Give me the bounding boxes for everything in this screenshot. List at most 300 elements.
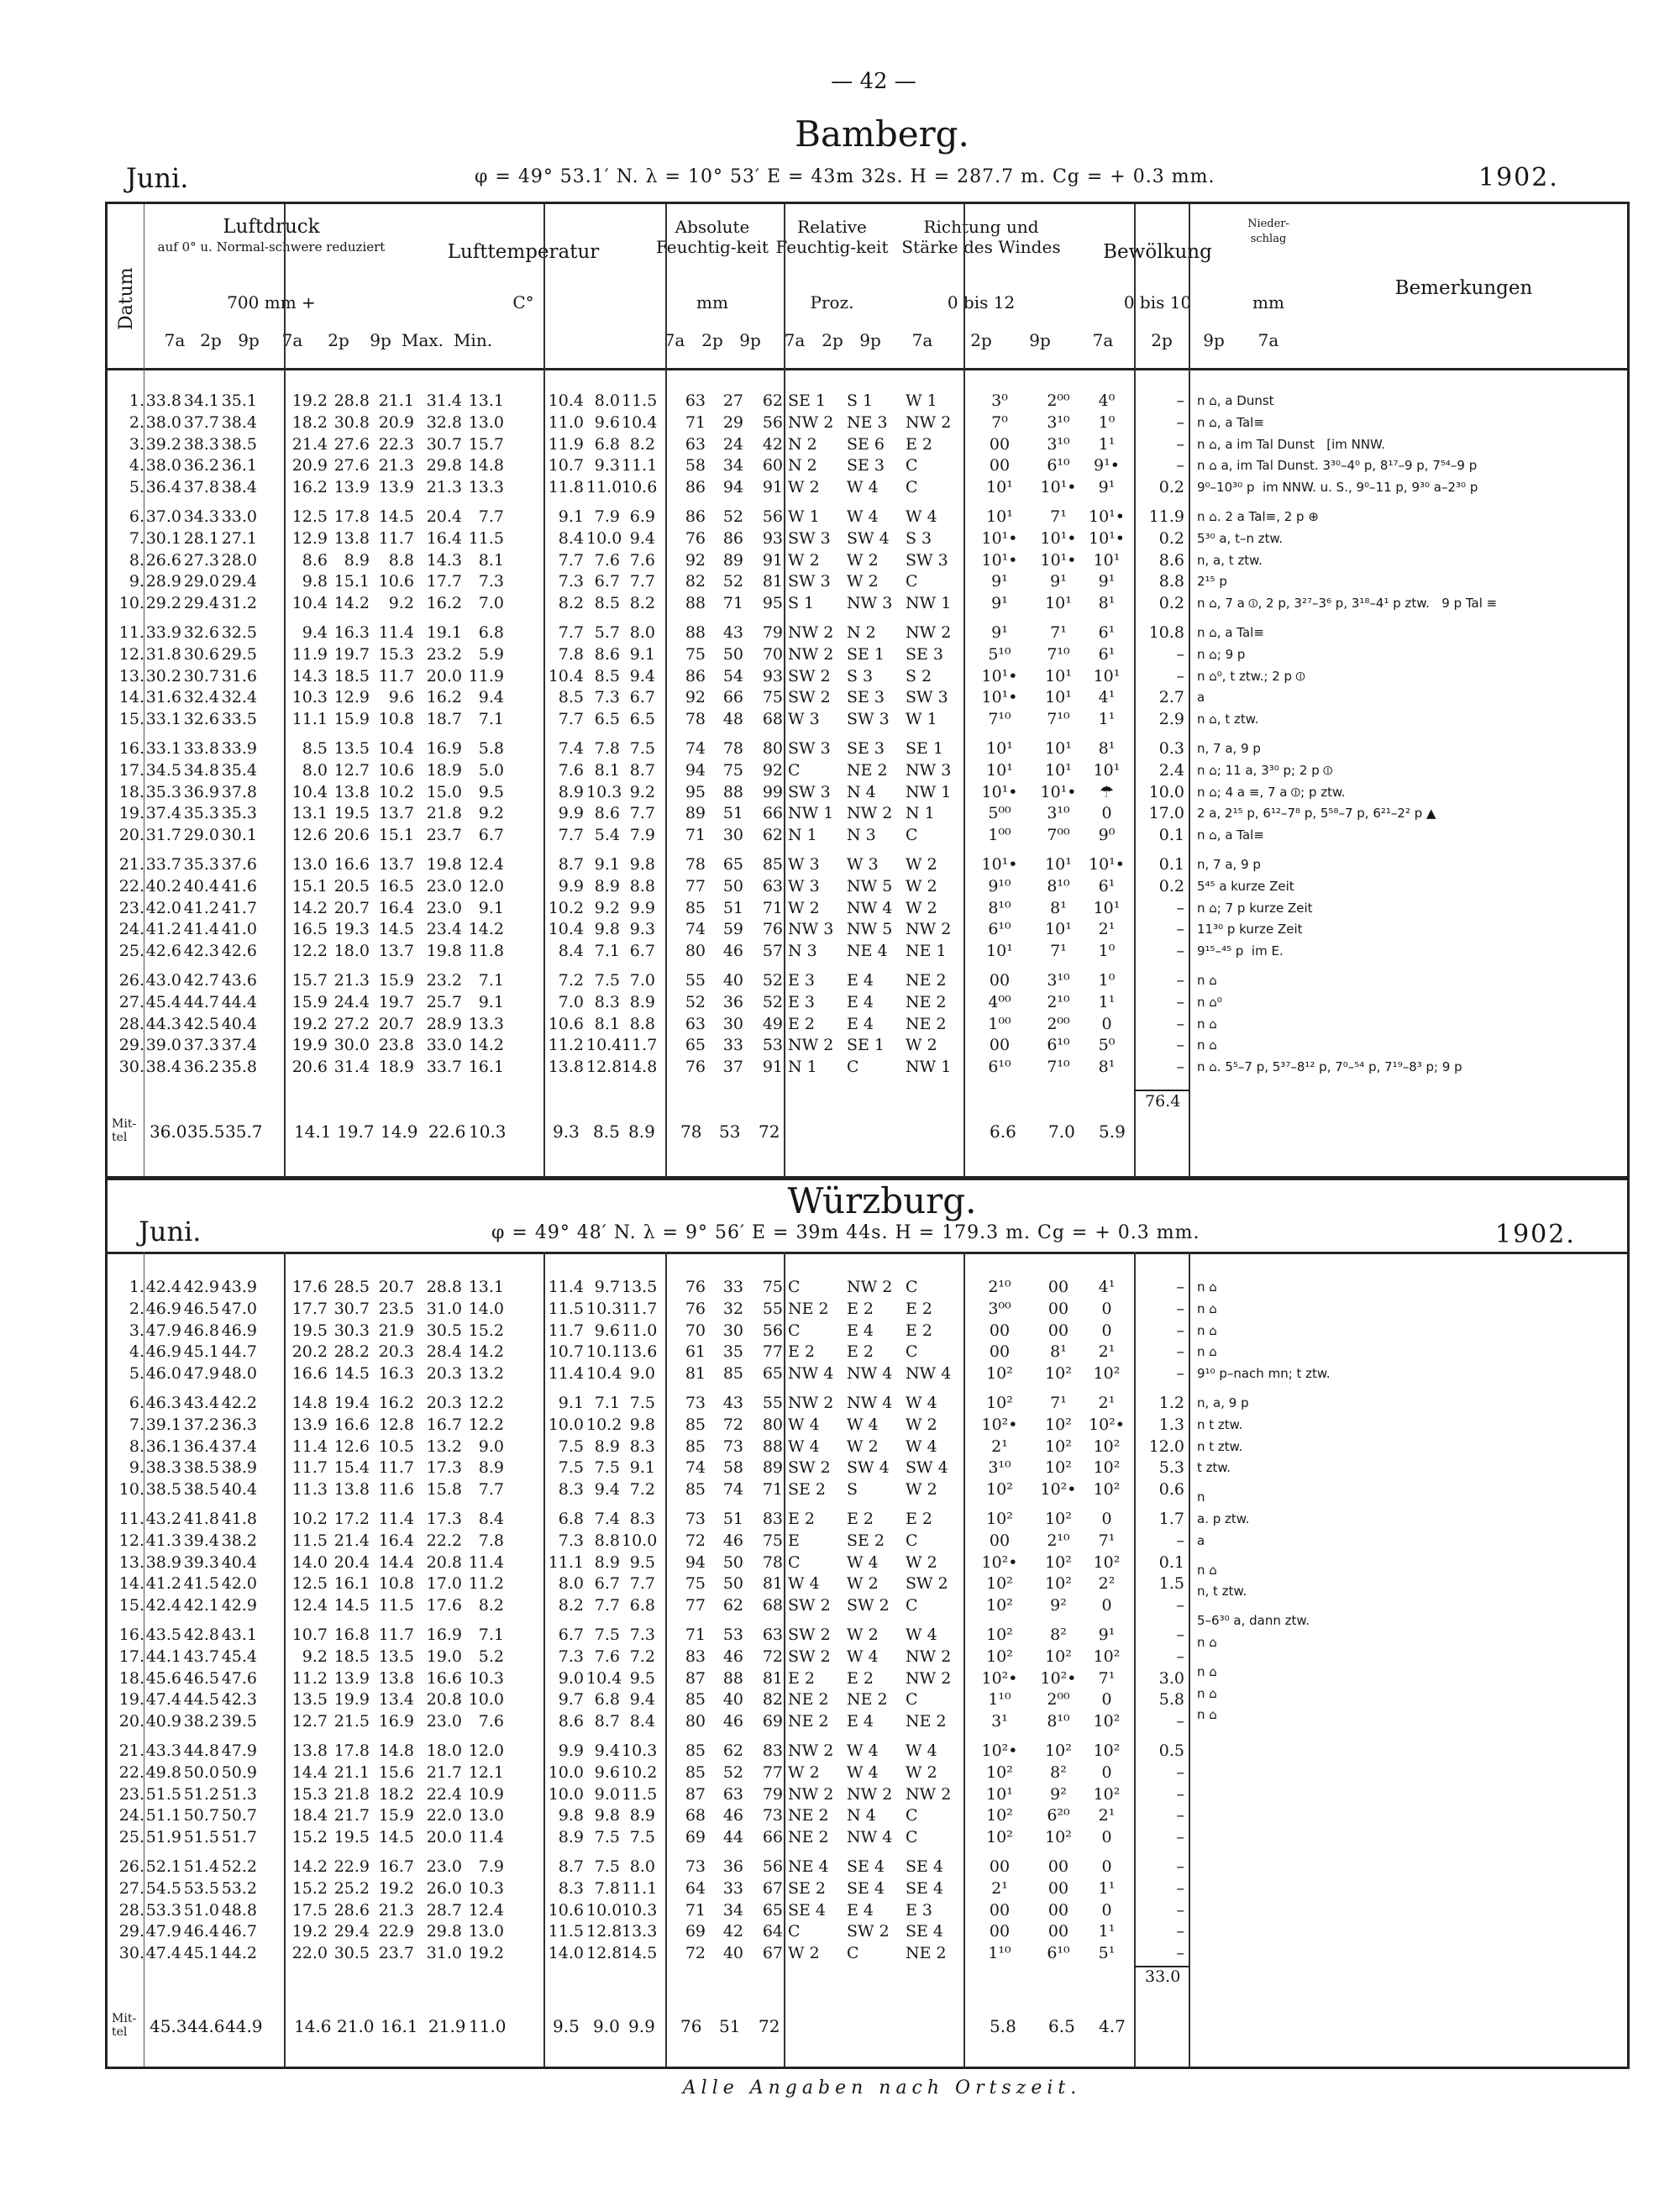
cell-p7: 39.2 [145, 434, 181, 454]
cell-bem: n ⌂. 5⁵–7 p, 5³⁷–8¹² p, 7⁰–⁵⁴ p, 7¹⁹–8³ p; 9 p [1197, 1059, 1462, 1075]
cell-dates: 6. [129, 507, 144, 526]
cell-w7: W 2 [788, 1944, 820, 1963]
cell-bem: n ⌂, 7 a ⦶, 2 p, 3²⁷–3⁶ p, 3¹⁸–4¹ p ztw. 9 p Tal ≡ [1197, 596, 1498, 612]
cell-t9: 11.4 [378, 1509, 414, 1528]
header-bemerkungen: Bemerkungen [1394, 277, 1533, 299]
cell-t9: 13.5 [378, 1647, 414, 1666]
cell-w7: NE 2 [788, 1690, 829, 1710]
cell-bem: n ⌂ [1197, 1016, 1217, 1032]
cell-w9: C [906, 1342, 918, 1362]
cell-nied: 5.3 [1158, 1458, 1184, 1478]
cell-t9: 10.6 [378, 572, 414, 591]
cell-b2: 10² [1045, 1574, 1072, 1594]
cell-w2: SE 3 [847, 456, 885, 475]
cell-bem: n ⌂. 2 a Tal≡, 2 p ⊕ [1197, 508, 1319, 524]
cell-tmin: 9.0 [478, 1437, 504, 1456]
cell-w2: E 4 [847, 992, 874, 1011]
cell-w7: SW 2 [788, 1596, 831, 1615]
cell-a9: 10.2 [622, 1762, 658, 1782]
cell-tmin: 7.0 [478, 594, 504, 613]
cell-w2: E 4 [847, 1321, 874, 1340]
col-rule [665, 204, 667, 1179]
cell-w2: W 4 [847, 1415, 879, 1434]
cell-b7: 5¹⁰ [988, 644, 1011, 664]
cell-a2: 11.0 [586, 478, 622, 497]
header-p7: 7a [164, 330, 186, 350]
col-rule [1189, 1252, 1190, 2067]
cell-a9: 8.3 [629, 1509, 655, 1528]
cell-p2: 28.1 [183, 528, 219, 548]
cell-b7: 10¹ [986, 738, 1013, 758]
mittel-r7: 78 [680, 1121, 702, 1142]
cell-tmin: 13.0 [468, 1922, 504, 1941]
cell-r9: 95 [762, 594, 783, 613]
cell-b2: 2⁰⁰ [1047, 1690, 1070, 1710]
col-cloud-9p [1079, 1277, 1134, 1972]
cell-tmax: 17.7 [426, 572, 462, 591]
cell-t9: 11.7 [378, 666, 414, 685]
cell-bem: n ⌂, a Tal≡ [1197, 827, 1264, 843]
cell-tmax: 17.6 [426, 1596, 462, 1615]
cell-b9: 0 [1101, 1828, 1112, 1847]
cell-a2: 6.8 [594, 434, 620, 454]
cell-tmin: 13.1 [468, 1278, 504, 1296]
cell-w9: W 2 [906, 1552, 937, 1572]
cell-p7: 33.1 [145, 710, 181, 729]
cell-t2: 19.5 [333, 804, 370, 823]
cell-a7: 11.2 [548, 1036, 584, 1055]
cell-w7: NE 4 [788, 1857, 829, 1876]
cell-w7: W 3 [788, 876, 820, 896]
col-wind-7a [788, 1277, 847, 1972]
cell-p7: 49.8 [145, 1762, 181, 1782]
cell-p7: 39.1 [145, 1415, 181, 1434]
cell-nied: – [1176, 1278, 1184, 1296]
cell-b7: 00 [989, 456, 1011, 475]
cell-p2: 41.4 [183, 920, 219, 939]
cell-tmin: 14.2 [468, 1036, 504, 1055]
cell-b2: 00 [1047, 1900, 1069, 1920]
cell-dates: 30. [118, 1944, 144, 1963]
cell-tmax: 21.8 [426, 804, 462, 823]
cell-t2: 27.6 [333, 456, 370, 475]
cell-a9: 11.7 [622, 1036, 658, 1055]
cell-t2: 18.5 [333, 666, 370, 685]
cell-t7: 12.4 [291, 1596, 328, 1615]
cell-w2: NW 2 [847, 804, 893, 823]
cell-r2: 50 [722, 1574, 743, 1594]
cell-a2: 9.4 [594, 1741, 620, 1760]
cell-bem: n ⌂ [1197, 1685, 1217, 1701]
cell-r2: 37 [722, 1058, 743, 1077]
cell-tmin: 9.1 [478, 992, 504, 1011]
cell-r9: 65 [762, 1900, 783, 1920]
cell-r9: 67 [762, 1944, 783, 1963]
cell-t9: 21.3 [378, 1900, 414, 1920]
cell-w2: E 2 [847, 1509, 874, 1528]
cell-a2: 5.4 [594, 826, 620, 845]
cell-a9: 11.7 [622, 1299, 658, 1318]
cell-a9: 7.7 [629, 572, 655, 591]
cell-a2: 10.2 [586, 1415, 622, 1434]
cell-b2: 7¹ [1050, 622, 1067, 642]
cell-t2: 28.6 [333, 1900, 370, 1920]
cell-nied: – [1176, 970, 1184, 990]
cell-p7: 46.9 [145, 1342, 181, 1362]
cell-t7: 17.5 [291, 1900, 328, 1920]
cell-b9: 2¹ [1098, 920, 1116, 939]
cell-r9: 75 [762, 1531, 783, 1550]
cell-w7: W 4 [788, 1437, 820, 1456]
cell-t2: 28.2 [333, 1342, 370, 1362]
cell-w2: NW 5 [847, 876, 893, 896]
cell-tmin: 9.4 [478, 688, 504, 707]
cell-w7: NW 2 [788, 622, 834, 642]
cell-b9: 4⁰ [1098, 391, 1116, 410]
cell-b9: 0 [1101, 1900, 1112, 1920]
cell-tmin: 10.0 [468, 1690, 504, 1710]
cell-tmax: 18.0 [426, 1741, 462, 1760]
cell-p9: 42.6 [221, 942, 257, 961]
cell-b9: 10¹• [1088, 528, 1125, 548]
header-w7: 7a [911, 330, 933, 350]
cell-a9: 8.3 [629, 1437, 655, 1456]
col-rule [284, 1252, 286, 2067]
cell-tmin: 14.8 [468, 456, 504, 475]
cell-t7: 13.8 [291, 1741, 328, 1760]
cell-p7: 45.6 [145, 1668, 181, 1688]
cell-b7: 2¹⁰ [988, 1278, 1011, 1296]
cell-b9: 8¹ [1098, 738, 1116, 758]
cell-w2: W 2 [847, 550, 879, 570]
cell-p2: 41.8 [183, 1509, 219, 1528]
cell-a9: 7.0 [629, 970, 655, 990]
cell-r9: 91 [762, 550, 783, 570]
cell-b9: 6¹ [1098, 622, 1116, 642]
cell-a2: 8.0 [594, 391, 620, 410]
cell-t7: 15.9 [291, 992, 328, 1011]
cell-t9: 19.7 [378, 992, 414, 1011]
cell-t7: 8.5 [302, 738, 328, 758]
cell-r7: 85 [685, 1480, 706, 1500]
cell-w2: SE 4 [847, 1857, 885, 1876]
cell-b7: 3⁰⁰ [988, 1299, 1011, 1318]
cell-bem: 9¹⁰ p–nach mn; t ztw. [1197, 1366, 1331, 1382]
cell-tmax: 17.0 [426, 1574, 462, 1594]
cell-b9: 1⁰ [1098, 412, 1116, 432]
cell-t7: 9.4 [302, 622, 328, 642]
cell-p9: 40.4 [221, 1480, 257, 1500]
cell-r7: 71 [685, 1625, 706, 1644]
cell-t2: 17.8 [333, 507, 370, 526]
cell-nied: 0.6 [1158, 1480, 1184, 1500]
cell-a2: 9.4 [594, 1480, 620, 1500]
cell-w7: SE 2 [788, 1480, 827, 1500]
cell-r2: 50 [722, 644, 743, 664]
cell-dates: 7. [129, 528, 144, 548]
cell-a7: 11.5 [548, 1299, 584, 1318]
cell-t7: 13.5 [291, 1690, 328, 1710]
cell-a2: 9.7 [594, 1278, 620, 1296]
cell-b9: 10¹ [1093, 666, 1121, 685]
mittel-r9: 72 [759, 1121, 780, 1142]
cell-a7: 7.7 [558, 826, 584, 845]
cell-nied: – [1176, 1922, 1184, 1941]
cell-r7: 78 [685, 710, 706, 729]
cell-r2: 50 [722, 876, 743, 896]
cell-w2: SE 4 [847, 1878, 885, 1898]
cell-tmin: 8.2 [478, 1596, 504, 1615]
cell-p7: 36.4 [145, 478, 181, 497]
cell-w7: NW 4 [788, 1364, 834, 1384]
cell-a7: 7.0 [558, 992, 584, 1011]
cell-tmax: 23.0 [426, 1857, 462, 1876]
cell-dates: 18. [118, 1668, 144, 1688]
cell-dates: 26. [118, 1857, 144, 1876]
cell-nied: 2.9 [1158, 710, 1184, 729]
cell-t9: 9.6 [388, 688, 414, 707]
cell-t2: 21.7 [333, 1806, 370, 1825]
cell-r2: 89 [722, 550, 743, 570]
col-pressure-7a [145, 1277, 181, 1972]
cell-bem: n ⌂ [1197, 972, 1217, 988]
cell-a2: 7.1 [594, 942, 620, 961]
cell-a7: 7.8 [558, 644, 584, 664]
cell-tmin: 10.3 [468, 1878, 504, 1898]
cell-p9: 35.4 [221, 760, 257, 780]
cell-p2: 30.7 [183, 666, 219, 685]
cell-w9: SW 3 [906, 688, 948, 707]
cell-a7: 10.0 [548, 1762, 584, 1782]
cell-a9: 10.4 [622, 412, 658, 432]
cell-a9: 8.9 [629, 1806, 655, 1825]
cell-a2: 8.6 [594, 804, 620, 823]
cell-r9: 79 [762, 622, 783, 642]
cell-b2: 7¹ [1050, 507, 1067, 526]
cell-a2: 8.6 [594, 644, 620, 664]
cell-t2: 24.4 [333, 992, 370, 1011]
cell-p9: 48.0 [221, 1364, 257, 1384]
cell-bem: n ⌂ [1197, 1707, 1217, 1723]
cell-r9: 91 [762, 478, 783, 497]
cell-tmin: 9.1 [478, 898, 504, 917]
cell-r2: 43 [722, 1393, 743, 1412]
cell-nied: 0.1 [1158, 826, 1184, 845]
cell-tmax: 16.2 [426, 594, 462, 613]
cell-bem: n ⌂, a Tal≡ [1197, 414, 1264, 430]
cell-w2: SE 3 [847, 688, 885, 707]
cell-b2: 10²• [1040, 1668, 1077, 1688]
cell-tmax: 23.0 [426, 876, 462, 896]
cell-r2: 72 [722, 1415, 743, 1434]
cell-w9: W 4 [906, 1741, 937, 1760]
col-dates [109, 1277, 144, 1972]
cell-t9: 20.9 [378, 412, 414, 432]
cell-r2: 35 [722, 1342, 743, 1362]
cell-tmax: 20.8 [426, 1690, 462, 1710]
cell-p2: 47.9 [183, 1364, 219, 1384]
cell-w7: W 3 [788, 854, 820, 874]
cell-r7: 78 [685, 854, 706, 874]
cell-t7: 13.9 [291, 1415, 328, 1434]
cell-p7: 47.4 [145, 1944, 181, 1963]
cell-t7: 19.9 [291, 1036, 328, 1055]
cell-t2: 21.5 [333, 1712, 370, 1731]
cell-p9: 51.3 [221, 1784, 257, 1804]
cell-b2: 2⁰⁰ [1047, 1014, 1070, 1033]
precip-sum-wuerzburg: 33.0 [1145, 1967, 1181, 1986]
cell-tmin: 10.3 [468, 1668, 504, 1688]
cell-t9: 10.8 [378, 1574, 414, 1594]
col-rule [543, 204, 545, 1179]
cell-t7: 15.3 [291, 1784, 328, 1804]
header-a7: 7a [664, 330, 685, 350]
cell-p9: 38.5 [221, 434, 257, 454]
cell-a7: 9.9 [558, 876, 584, 896]
cell-p9: 33.0 [221, 507, 257, 526]
cell-a7: 8.6 [558, 1712, 584, 1731]
cell-bem: 5³⁰ a, t–n ztw. [1197, 530, 1284, 546]
cell-r9: 72 [762, 1647, 783, 1666]
cell-r2: 71 [722, 594, 743, 613]
cell-r9: 68 [762, 710, 783, 729]
cell-p9: 41.8 [221, 1509, 257, 1528]
cell-t9: 21.3 [378, 456, 414, 475]
cell-r9: 66 [762, 804, 783, 823]
cell-b2: 3¹⁰ [1047, 412, 1070, 432]
cell-b2: 7¹⁰ [1047, 1058, 1070, 1077]
cell-r9: 64 [762, 1922, 783, 1941]
cell-a2: 8.1 [594, 760, 620, 780]
cell-p9: 35.1 [221, 391, 257, 410]
cell-t7: 19.5 [291, 1321, 328, 1340]
cell-w2: W 4 [847, 478, 879, 497]
header-w9: 9p [1029, 330, 1051, 350]
cell-r2: 65 [722, 854, 743, 874]
cell-nied: 5.8 [1158, 1690, 1184, 1710]
cell-t7: 8.6 [302, 550, 328, 570]
cell-t2: 16.1 [333, 1574, 370, 1594]
cell-t7: 11.3 [291, 1480, 328, 1500]
cell-t7: 20.9 [291, 456, 328, 475]
station-title-wuerzburg: Würzburg. [787, 1180, 977, 1221]
cell-p2: 36.2 [183, 1058, 219, 1077]
mittel-t7: 14.1 [294, 1121, 332, 1142]
cell-bem: n ⌂; 11 a, 3³⁰ p; 2 p ⦶ [1197, 762, 1333, 778]
cell-tmax: 20.8 [426, 1552, 462, 1572]
cell-dates: 17. [118, 1647, 144, 1666]
cell-nied: 1.3 [1158, 1415, 1184, 1434]
cell-w7: SW 3 [788, 738, 831, 758]
cell-b2: 00 [1047, 1278, 1069, 1296]
cell-p2: 35.3 [183, 854, 219, 874]
cell-b9: 10² [1093, 1784, 1121, 1804]
cell-t9: 10.6 [378, 760, 414, 780]
cell-b2: 00 [1047, 1321, 1069, 1340]
col-pressure-2p [183, 391, 219, 1086]
cell-tmin: 7.3 [478, 572, 504, 591]
cell-dates: 20. [118, 1712, 144, 1731]
cell-a9: 6.8 [629, 1596, 655, 1615]
cell-w7: NW 2 [788, 644, 834, 664]
cell-b7: 10²• [981, 1668, 1018, 1688]
cell-r9: 69 [762, 1712, 783, 1731]
cell-w7: NW 3 [788, 920, 834, 939]
cell-w7: NW 2 [788, 1741, 834, 1760]
station-title-bamberg: Bamberg. [795, 113, 969, 155]
mittel-b2: 7.0 [1048, 1121, 1075, 1142]
cell-b2: 7⁰⁰ [1047, 826, 1070, 845]
cell-p7: 41.3 [145, 1531, 181, 1550]
cell-w7: SW 2 [788, 1625, 831, 1644]
cell-p9: 42.3 [221, 1690, 257, 1710]
cell-t7: 17.7 [291, 1299, 328, 1318]
cell-tmin: 14.0 [468, 1299, 504, 1318]
cell-w7: NW 2 [788, 1784, 834, 1804]
cell-tmax: 20.4 [426, 507, 462, 526]
cell-nied: – [1176, 1712, 1184, 1731]
cell-dates: 26. [118, 970, 144, 990]
cell-r9: 49 [762, 1014, 783, 1033]
cell-r2: 50 [722, 1552, 743, 1572]
col-rule [1189, 204, 1190, 1179]
cell-p2: 37.7 [183, 412, 219, 432]
cell-dates: 16. [118, 1625, 144, 1644]
cell-dates: 23. [118, 898, 144, 917]
cell-b2: 8² [1050, 1762, 1067, 1782]
cell-p7: 38.0 [145, 412, 181, 432]
cell-a9: 13.6 [622, 1342, 658, 1362]
cell-nied: 0.2 [1158, 478, 1184, 497]
cell-t9: 14.5 [378, 920, 414, 939]
cell-a2: 10.3 [586, 1299, 622, 1318]
cell-dates: 27. [118, 992, 144, 1011]
cell-dates: 24. [118, 1806, 144, 1825]
cell-bem: n ⌂ [1197, 1663, 1217, 1679]
cell-w7: C [788, 1922, 801, 1941]
cell-b2: 10¹ [1045, 920, 1072, 939]
cell-r7: 72 [685, 1944, 706, 1963]
cell-r7: 87 [685, 1784, 706, 1804]
header-rule-bamberg [108, 368, 1627, 370]
cell-w9: SE 1 [906, 738, 944, 758]
cell-p7: 51.5 [145, 1784, 181, 1804]
cell-b9: 9¹• [1094, 456, 1120, 475]
cell-p2: 43.4 [183, 1393, 219, 1412]
cell-w7: W 3 [788, 710, 820, 729]
cell-b2: 2¹⁰ [1047, 1531, 1070, 1550]
cell-p9: 43.9 [221, 1278, 257, 1296]
cell-w9: NE 2 [906, 970, 947, 990]
cell-b2: 10² [1045, 1647, 1072, 1666]
cell-b7: 3⁰ [991, 391, 1008, 410]
mittel-tmax: 22.6 [428, 1121, 466, 1142]
cell-p9: 27.1 [221, 528, 257, 548]
cell-t2: 30.7 [333, 1299, 370, 1318]
cell-r2: 88 [722, 1668, 743, 1688]
cell-r2: 44 [722, 1828, 743, 1847]
cell-p7: 38.0 [145, 456, 181, 475]
cell-t9: 11.6 [378, 1480, 414, 1500]
cell-a2: 7.5 [594, 1625, 620, 1644]
cell-b7: 10²• [981, 1415, 1018, 1434]
header-bewoelkung: Bewölkung [1103, 241, 1212, 263]
cell-b2: 10¹ [1045, 738, 1072, 758]
cell-r2: 40 [722, 970, 743, 990]
cell-dates: 19. [118, 804, 144, 823]
cell-dates: 12. [118, 1531, 144, 1550]
mittel-t7: 14.6 [294, 2016, 332, 2036]
